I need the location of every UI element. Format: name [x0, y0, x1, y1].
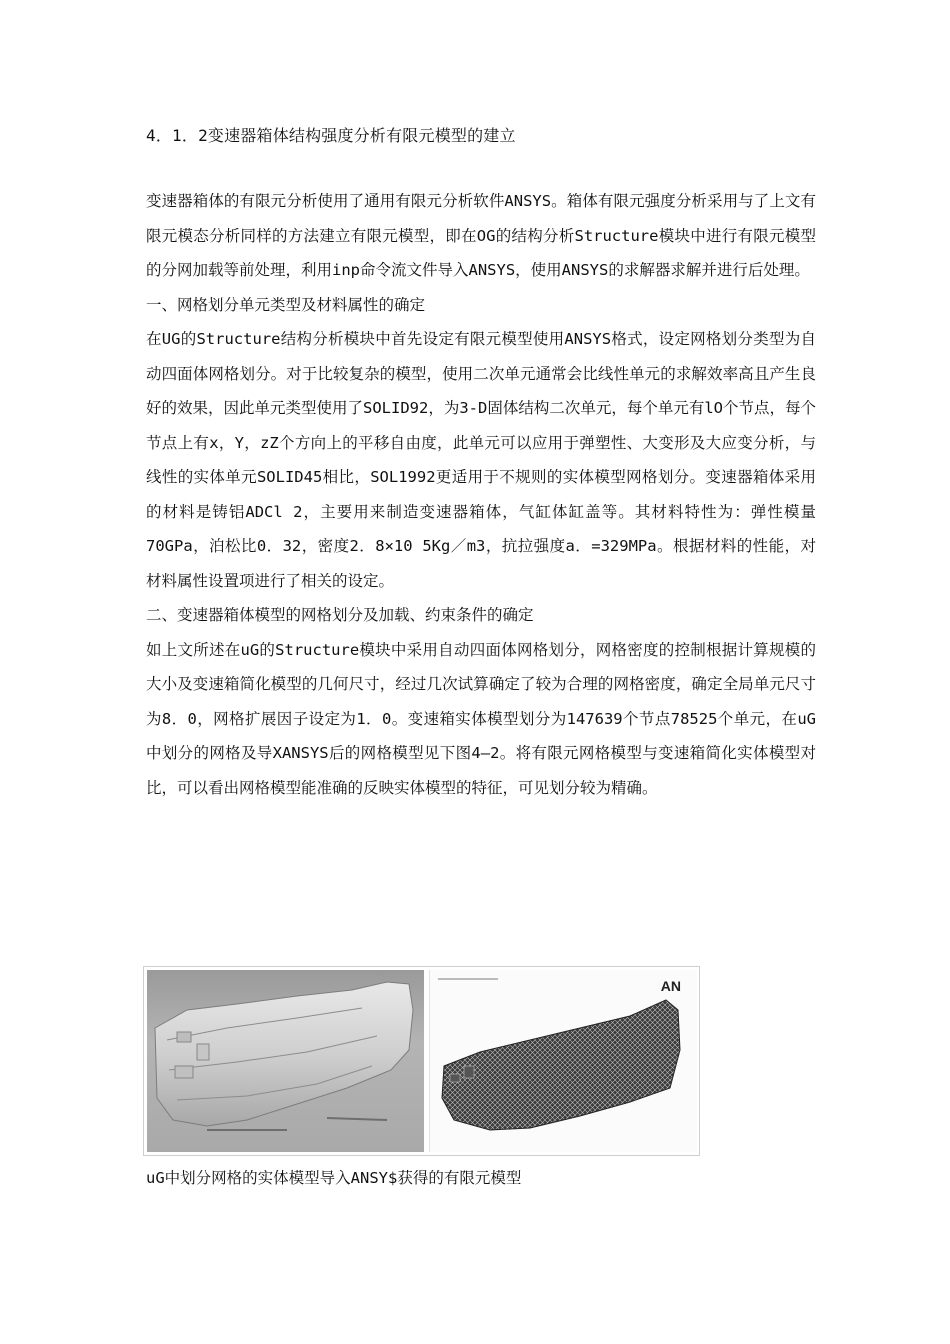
- paragraph-intro: 变速器箱体的有限元分析使用了通用有限元分析软件ANSYS。箱体有限元强度分析采用与了上文有限元模态分析同样的方法建立有限元模型，即在OG的结构分析Structure模块中进行有限元模型的分网加载等前处理，利用inp命令流文件导入ANSYS，使用ANSYS的求解器求解并进行后处理。: [146, 192, 816, 279]
- ansys-logo: AN: [660, 978, 681, 994]
- figure-mesh-comparison: [143, 966, 700, 1156]
- ug-solid-model-image: [147, 970, 424, 1152]
- ansys-header-bar: [438, 978, 498, 996]
- body-text: [146, 184, 816, 805]
- subheading-meshing-loads: 二、变速器箱体模型的网格划分及加载、约束条件的确定: [146, 606, 534, 624]
- figure-caption: uG中划分网格的实体模型导入ANSY$获得的有限元模型: [146, 1169, 522, 1187]
- ansys-mesh-model-image: [429, 970, 697, 1152]
- section-heading: 4．1．2变速器箱体结构强度分析有限元模型的建立: [146, 126, 516, 145]
- paragraph-meshing: 如上文所述在uG的Structure模块中采用自动四面体网格划分，网格密度的控制根据计算规模的大小及变速箱简化模型的几何尺寸，经过几次试算确定了较为合理的网格密度，确定全局单元尺寸为8．0，网格扩展因子设定为1．0。变速箱实体模型划分为147639个节点78525个单元，在uG中划分的网格及导XANSYS后的网格模型见下图4—2。将有限元网格模型与变速箱简化实体模型对比，可以看出网格模型能准确的反映实体模型的特征，可见划分较为精确。: [146, 640, 816, 797]
- subheading-element-type: 一、网格划分单元类型及材料属性的确定: [146, 295, 426, 314]
- paragraph-element-material: 在UG的Structure结构分析模块中首先设定有限元模型使用ANSYS格式，设定网格划分类型为自动四面体网格划分。对于比较复杂的模型，使用二次单元通常会比线性单元的求解效率高且产生良好的效果，因此单元类型使用了SOLID92，为3-D固体结构二次单元，每个单元有lO个节点，每个节点上有x，Y，zZ个方向上的平移自由度，此单元可以应用于弹塑性、大变形及大应变分析，与线性的实体单元SOLID45相比，SOL1992更适用于不规则的实体模型网格划分。变速器箱体采用的材料是铸铝ADCl 2，主要用来制造变速器箱体，气缸体缸盖等。其材料特性为：弹性模量70GPa，泊松比0．32，密度2．8×10 5Kg／m3，抗拉强度a．=329MPa。根据材料的性能，对材料属性设置项进行了相关的设定。: [146, 330, 816, 590]
